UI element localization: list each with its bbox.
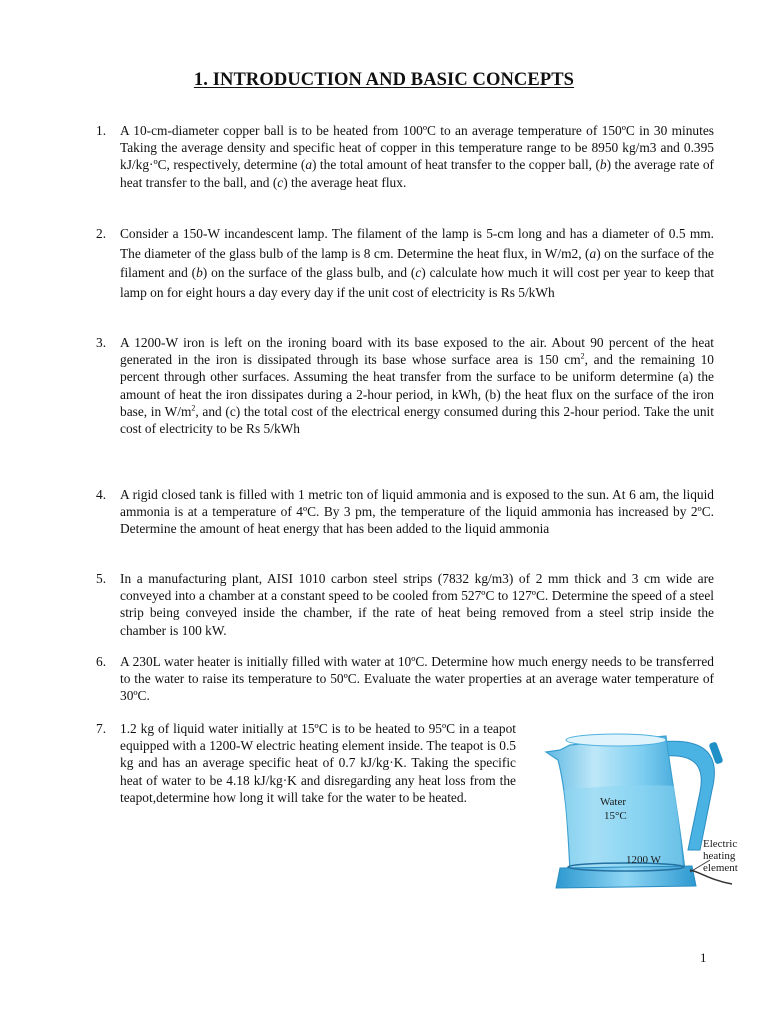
question-text [120, 653, 714, 705]
question-part-label: c [415, 265, 422, 281]
question-text [120, 334, 714, 437]
question-6 [96, 653, 714, 705]
question-5 [96, 570, 714, 639]
question-text-run: , and the remaining 10 percent through other surfaces. Assuming the heat transfer from the surface to be uniform determine (a) the amount of heat the iron dissipates during a 2-hour period, in kWh, (b) the heat flux on the surface of the iron base, in W/m [120, 352, 714, 419]
question-number: 3. [96, 335, 107, 350]
question-text-run: ) on the surface of the glass bulb, and ( [202, 265, 416, 281]
question-7 [96, 720, 516, 806]
question-number: 6. [96, 654, 107, 669]
question-part-label: c [277, 174, 284, 190]
question-number: 5. [96, 571, 107, 586]
question-text [120, 720, 516, 806]
question-text-run: ) the total amount of heat transfer to the copper ball, ( [312, 157, 600, 173]
question-text-run: 1.2 kg of liquid water initially at 15ºC is to be heated to 95ºC in a teapot equipped with a 1200-W electric heating element inside. The teapot is 0.5 kg and has an average specific heat of 0.7 kJ/kg·K. Taking the specific heat of water to be 4.18 kJ/kg·K and disregarding any heat loss from the teapot,determine how long it will take for the water to be heated. [120, 721, 516, 805]
kettle-lid [566, 734, 666, 746]
question-1 [96, 122, 714, 191]
page-number: 1 [700, 950, 707, 965]
question-text-run: A 230L water heater is initially filled with water at 10ºC. Determine how much energy needs to be transferred to the water to raise its temperature to 50ºC. Evaluate the water properties at an average water temperature of 30ºC. [120, 654, 714, 704]
heating-element-label: Electric heating element [703, 838, 738, 874]
question-text-run: , and (c) the total cost of the electrical energy consumed during this 2-hour period. Take the unit cost of electricity to be Rs 5/kWh [120, 403, 715, 437]
question-text-run: ) the average heat flux. [283, 174, 407, 190]
question-number: 1. [96, 123, 107, 138]
question-text [120, 570, 714, 639]
question-2 [96, 224, 714, 302]
question-part-label: a [589, 245, 597, 261]
question-3 [96, 334, 714, 437]
question-text-run: ) calculate how much it will cost per year to keep that lamp on for eight hours a day every day if the unit cost of electricity is Rs 5/kWh [120, 265, 714, 300]
superscript: 2 [191, 403, 196, 413]
question-text-run: A rigid closed tank is filled with 1 metric ton of liquid ammonia and is exposed to the sun. At 6 am, the liquid ammonia is at a temperature of 4ºC. By 3 pm, the temperature of the liquid ammonia has increased by 2ºC. Determine the amount of heat energy that has been added to the liquid ammonia [120, 487, 714, 537]
question-number: 2. [96, 226, 107, 241]
superscript: 2 [580, 351, 585, 361]
water-label: Water [600, 796, 626, 808]
page-title: 1. INTRODUCTION AND BASIC CONCEPTS [193, 70, 575, 90]
question-number: 7. [96, 721, 107, 736]
question-text [120, 122, 714, 191]
power-label: 1200 W [626, 854, 661, 866]
question-part-label: b [196, 265, 203, 281]
question-text [120, 486, 714, 538]
question-text [120, 224, 714, 302]
question-text-run: A 10-cm-diameter copper ball is to be heated from 100ºC to an average temperature of 150ºC in 30 minutes Taking the average density and specific heat of copper in this temperature range to be 8950 kg/m3 and 0.395 kJ/kg·ºC, respectively, determine ( [120, 123, 714, 173]
question-text-run: Consider a 150-W incandescent lamp. The filament of the lamp is 5-cm long and has a diameter of 0.5 mm. The diameter of the glass bulb of the lamp is 8 cm. Determine the heat flux, in W/m2, ( [120, 226, 714, 261]
temperature-label: 15°C [604, 810, 627, 822]
question-4 [96, 486, 714, 538]
question-part-label: b [599, 157, 607, 173]
question-text-run: ) on the surface of the filament and ( [120, 245, 714, 281]
kettle-figure [540, 720, 750, 900]
question-text-run: In a manufacturing plant, AISI 1010 carbon steel strips (7832 kg/m3) of 2 mm thick and 3 cm wide are conveyed into a chamber at a constant speed to be cooled from 527ºC to 127ºC. Determine the speed of a steel strip being conveyed inside the chamber, if the rate of heat being removed from a steel strip inside the chamber is 100 kW. [120, 571, 714, 638]
question-text-run: A 1200-W iron is left on the ironing board with its base exposed to the air. About 90 percent of the heat generated in the iron is dissipated through its base whose surface area is 150 cm [120, 335, 714, 368]
question-part-label: a [305, 157, 313, 173]
question-text-run: ) the average rate of heat transfer to the ball, and ( [120, 157, 714, 190]
question-number: 4. [96, 487, 107, 502]
